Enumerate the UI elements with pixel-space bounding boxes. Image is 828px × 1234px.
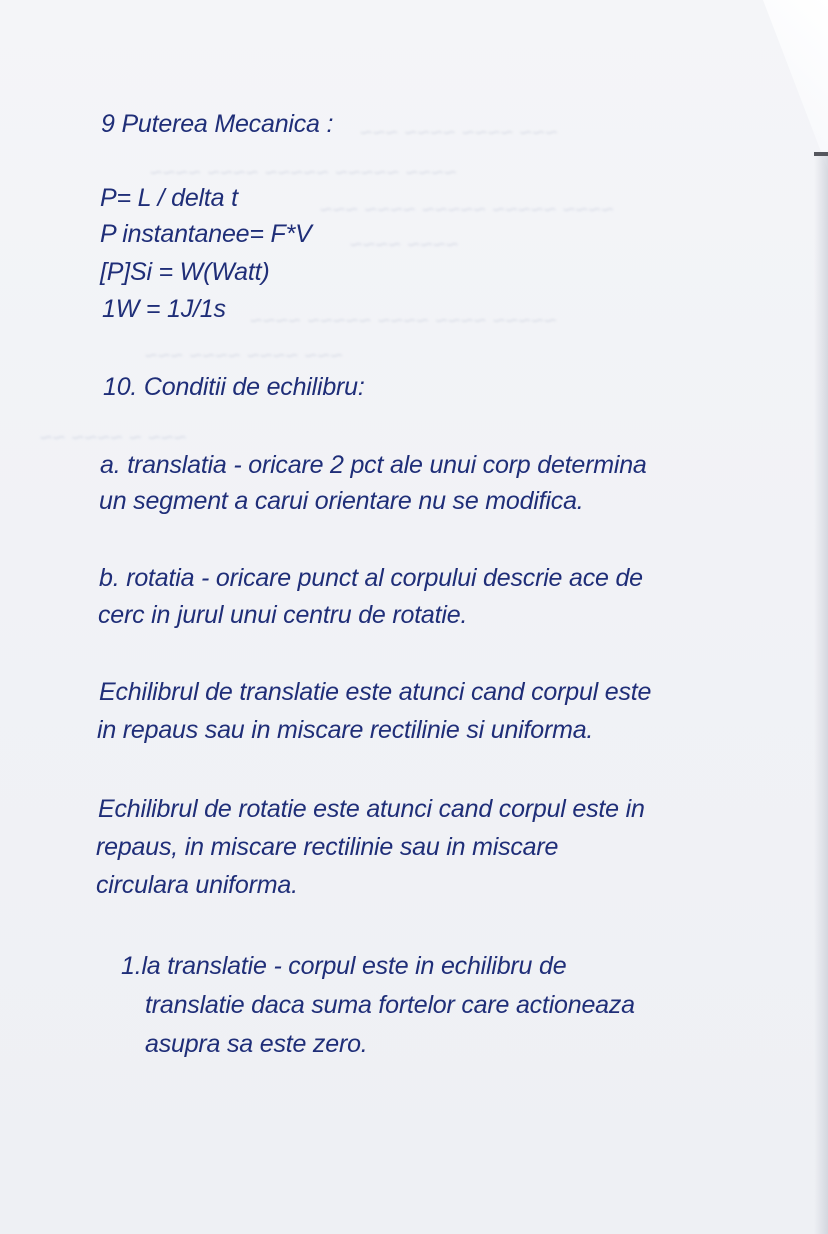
bleed-through: ~~~ ~ ~~~~ ~~: [40, 425, 187, 450]
list-item-la-translatie-line: 1.la translatie - corpul este in echilibru de: [121, 952, 567, 980]
bleed-through: ~~~~ ~~~~: [350, 232, 459, 257]
paragraph-translatia-line: a. translatia - oricare 2 pct ale unui corp determina: [100, 451, 647, 479]
formula-putere: P= L / delta t: [100, 184, 238, 212]
list-item-la-translatie-line: translatie daca suma fortelor care actioneaza: [145, 991, 635, 1019]
folded-corner: [698, 0, 828, 170]
bleed-through: ~~~ ~~~~ ~~~~ ~~~: [360, 120, 559, 145]
formula-unitate-si: [P]Si = W(Watt): [100, 258, 270, 286]
paragraph-echilibru-rotatie-line: repaus, in miscare rectilinie sau in miscare: [96, 833, 559, 861]
bleed-through: ~~~~ ~~~~~ ~~~~~ ~~~~ ~~~~: [150, 160, 458, 185]
formula-watt: 1W = 1J/1s: [102, 295, 226, 323]
heading-conditii-echilibru: 10. Conditii de echilibru:: [103, 373, 365, 401]
heading-puterea-mecanica: 9 Puterea Mecanica :: [101, 110, 334, 138]
bleed-through: ~~~~~ ~~~~ ~~~~ ~~~~~ ~~~~: [250, 308, 558, 333]
paragraph-translatia-line: un segment a carui orientare nu se modifica.: [99, 487, 584, 515]
page-edge-mark: [814, 152, 828, 156]
paragraph-echilibru-translatie-line: in repaus sau in miscare rectilinie si uniforma.: [97, 716, 594, 744]
paragraph-echilibru-translatie-line: Echilibrul de translatie este atunci cand corpul este: [99, 678, 652, 706]
paragraph-echilibru-rotatie-line: circulara uniforma.: [96, 871, 298, 899]
paragraph-rotatia-line: b. rotatia - oricare punct al corpului descrie ace de: [99, 564, 643, 592]
paragraph-echilibru-rotatie-line: Echilibrul de rotatie este atunci cand corpul este in: [98, 795, 645, 823]
formula-putere-instantanee: P instantanee= F*V: [100, 220, 312, 248]
paragraph-rotatia-line: cerc in jurul unui centru de rotatie.: [98, 601, 468, 629]
bleed-through: ~~~ ~~~~ ~~~~ ~~~: [145, 343, 344, 368]
bleed-through: ~~~~ ~~~~~ ~~~~~ ~~~~ ~~~: [320, 197, 615, 222]
list-item-la-translatie-line: asupra sa este zero.: [145, 1030, 368, 1058]
page-edge-shadow: [814, 152, 828, 1234]
